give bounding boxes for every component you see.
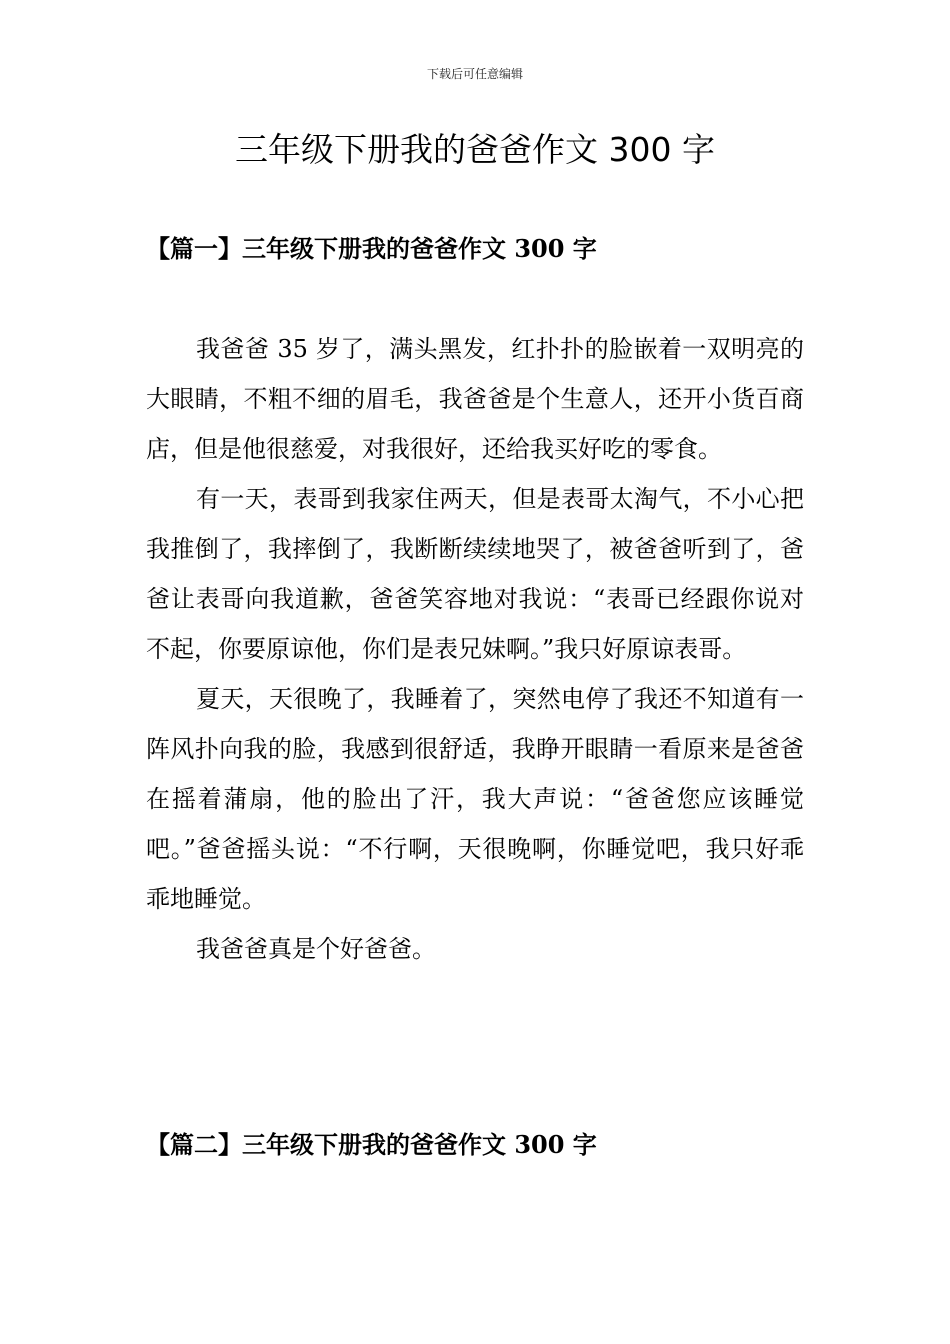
paragraph-1: 我爸爸 35 岁了，满头黑发，红扑扑的脸嵌着一双明亮的大眼睛，不粗不细的眉毛，我爸爸是个生意人，还开小货百商店，但是他很慈爱，对我很好，还给我买好吃的零食。 xyxy=(146,335,804,463)
header-note: 下载后可任意编辑 xyxy=(426,67,523,81)
section-heading-2: 【篇二】三年级下册我的爸爸作文 300 字 xyxy=(146,1130,597,1159)
paragraph-3: 夏天，天很晚了，我睡着了，突然电停了我还不知道有一阵风扑向我的脸，我感到很舒适，我睁开眼睛一看原来是爸爸在摇着蒲扇，他的脸出了汗，我大声说：“爸爸您应该睡觉吧。”爸爸摇头说：“不行啊，天很晚啊，你睡觉吧，我只好乖乖地睡觉。 xyxy=(146,685,804,913)
document-title: 三年级下册我的爸爸作文 300 字 xyxy=(235,130,715,169)
paragraph-4: 我爸爸真是个好爸爸。 xyxy=(196,935,436,963)
section-1-body xyxy=(146,324,804,974)
section-heading-1: 【篇一】三年级下册我的爸爸作文 300 字 xyxy=(146,234,597,263)
paragraph-2: 有一天，表哥到我家住两天，但是表哥太淘气，不小心把我推倒了，我摔倒了，我断断续续地哭了，被爸爸听到了，爸爸让表哥向我道歉，爸爸笑容地对我说：“表哥已经跟你说对不起，你要原谅他，你们是表兄妹啊。”我只好原谅表哥。 xyxy=(146,485,804,663)
